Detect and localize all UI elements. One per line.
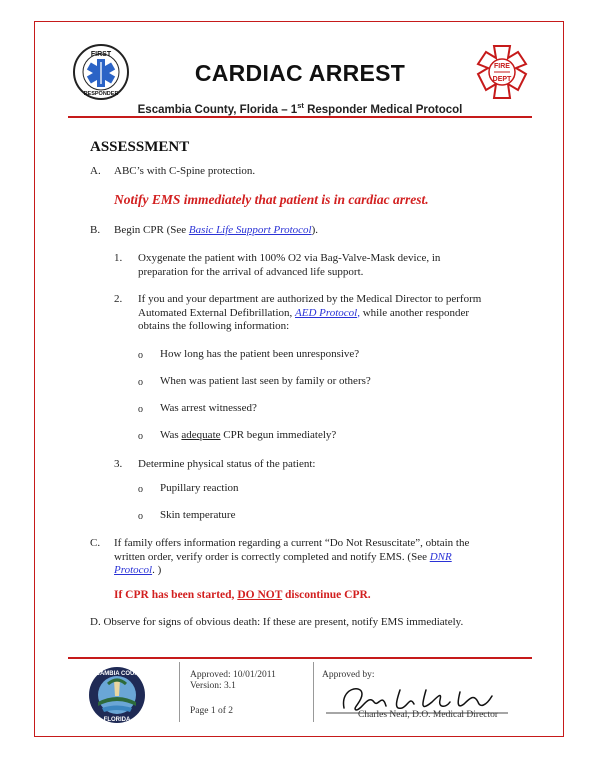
footer-separator bbox=[313, 662, 314, 722]
bullet-icon: o bbox=[138, 404, 143, 415]
approval-info: Approved: 10/01/2011 Version: 3.1 bbox=[190, 670, 276, 691]
svg-text:DEPT: DEPT bbox=[492, 76, 512, 83]
question-item: Was adequate CPR begun immediately? bbox=[160, 429, 337, 441]
page-title: CARDIAC ARREST bbox=[194, 60, 406, 86]
approved-by-label: Approved by: bbox=[322, 670, 375, 680]
item-b3-text: Determine physical status of the patient: bbox=[138, 458, 316, 470]
question-item: How long has the patient been unresponsive? bbox=[160, 348, 360, 360]
item-c-text: If family offers information regarding a current “Do Not Resuscitate”, obtain the written order, verify order is correctly completed and notify EMS. (See DNR Protocol. ) bbox=[114, 537, 470, 576]
svg-text:RESPONDER: RESPONDER bbox=[83, 91, 119, 97]
question-item: Was arrest witnessed? bbox=[160, 402, 257, 414]
item-a-label: A. bbox=[90, 165, 101, 177]
bullet-icon: o bbox=[138, 484, 143, 495]
item-b1-label: 1. bbox=[114, 252, 123, 264]
bullet-icon: o bbox=[138, 377, 143, 388]
svg-text:FIRST: FIRST bbox=[90, 51, 112, 58]
bullet-icon: o bbox=[138, 511, 143, 522]
footer-separator bbox=[179, 662, 180, 722]
item-a-text: ABC’s with C-Spine protection. bbox=[114, 165, 256, 177]
item-b2-label: 2. bbox=[114, 293, 123, 305]
dnr-protocol-link[interactable]: DNR bbox=[429, 550, 452, 563]
item-b-text: Begin CPR (See Basic Life Support Protocol). bbox=[114, 224, 319, 236]
signer-name: Charles Neal, D.O. Medical Director bbox=[358, 710, 499, 720]
svg-text:FLORIDA: FLORIDA bbox=[103, 717, 131, 723]
footer-divider bbox=[68, 657, 532, 659]
item-d-text: D. Observe for signs of obvious death: If these are present, notify EMS immediately. bbox=[90, 616, 464, 628]
bullet-icon: o bbox=[138, 431, 143, 442]
svg-text:FIRE: FIRE bbox=[494, 63, 510, 70]
page-subtitle: Escambia County, Florida – 1st Responder Medical Protocol bbox=[137, 101, 463, 116]
svg-text:ESCAMBIA COUNTY: ESCAMBIA COUNTY bbox=[88, 671, 146, 677]
question-item: When was patient last seen by family or others? bbox=[160, 375, 371, 387]
county-seal-icon bbox=[88, 666, 146, 724]
item-b-label: B. bbox=[90, 224, 101, 236]
cpr-warning: If CPR has been started, DO NOT discontinue CPR. bbox=[114, 589, 371, 601]
bls-protocol-link[interactable]: Basic Life Support Protocol bbox=[188, 224, 312, 236]
status-item: Pupillary reaction bbox=[160, 482, 239, 494]
dnr-protocol-link-cont[interactable]: Protocol bbox=[114, 564, 153, 576]
bullet-icon: o bbox=[138, 350, 143, 361]
aed-protocol-link[interactable]: AED Protocol, bbox=[295, 306, 360, 319]
header-divider bbox=[68, 116, 532, 118]
item-b3-label: 3. bbox=[114, 458, 123, 470]
status-item: Skin temperature bbox=[160, 509, 236, 521]
item-c-label: C. bbox=[90, 537, 101, 549]
item-b1-text: Oxygenate the patient with 100% O2 via Bag-Valve-Mask device, in preparation for the arrival of advanced life support. bbox=[138, 252, 441, 278]
item-b2-text: If you and your department are authorized by the Medical Director to perform Automated External Defibrillation, AED Protocol, while another responder obtains the following information: bbox=[138, 293, 482, 332]
page-number: Page 1 of 2 bbox=[190, 706, 234, 716]
ems-notice: Notify EMS immediately that patient is in cardiac arrest. bbox=[114, 192, 429, 207]
section-heading: ASSESSMENT bbox=[90, 139, 190, 155]
